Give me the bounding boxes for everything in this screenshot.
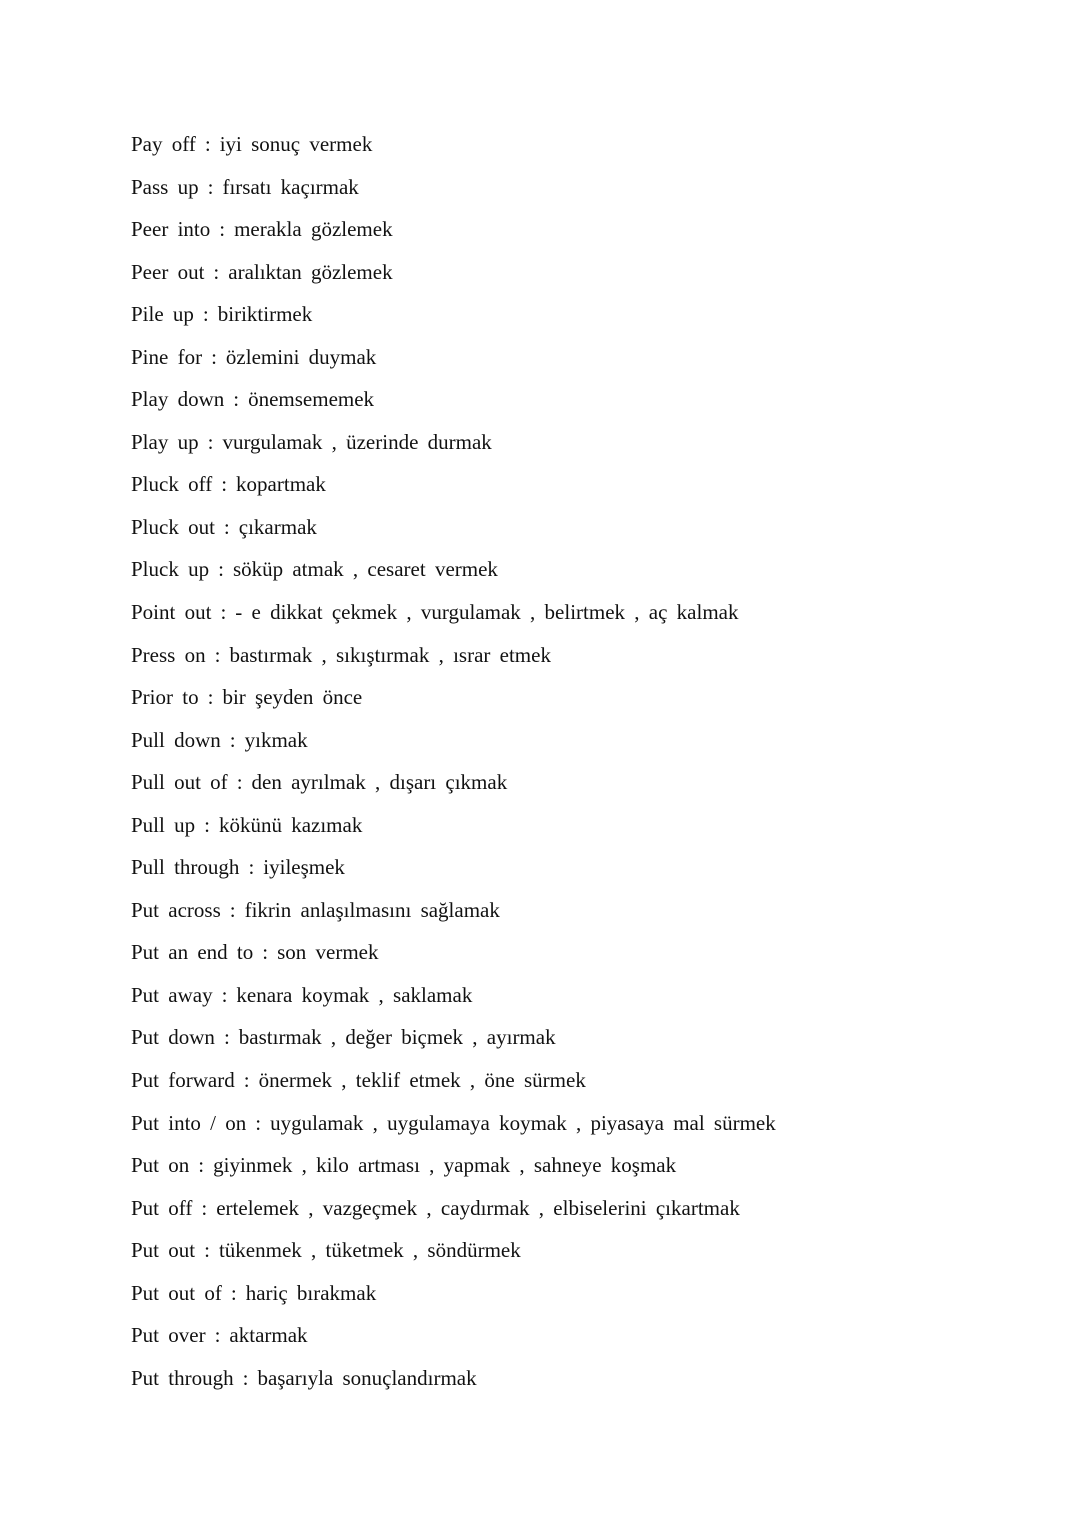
list-item — [131, 1277, 776, 1320]
entry-term: Put down — [131, 1025, 215, 1050]
entry-separator: : — [204, 132, 211, 156]
entry-separator: : — [255, 1110, 262, 1135]
entry-separator: : — [207, 429, 214, 454]
list-item — [131, 894, 776, 937]
entry-meaning: son vermek — [277, 940, 379, 965]
entry-term: Pine for — [131, 344, 203, 369]
entry-meaning: çıkarmak — [238, 514, 317, 539]
list-item — [131, 171, 776, 214]
entry-term: Play up — [131, 429, 199, 454]
list-item — [131, 468, 776, 511]
list-item — [131, 213, 776, 256]
entry-term: Put over — [131, 1323, 206, 1348]
entry-separator: : — [229, 727, 236, 752]
list-item — [131, 1319, 776, 1362]
entry-term: Pluck up — [131, 557, 210, 582]
entry-term: Point out — [131, 600, 212, 625]
entry-separator: : — [204, 1238, 210, 1263]
list-item — [131, 426, 776, 469]
entry-term: Pass up — [131, 174, 199, 199]
list-item — [131, 1064, 776, 1107]
entry-term: Pile up — [131, 302, 194, 327]
entry-meaning: iyi sonuç vermek — [219, 132, 373, 156]
list-item — [131, 596, 776, 639]
entry-meaning: bastırmak , değer biçmek , ayırmak — [238, 1025, 556, 1050]
entry-term: Pay off — [131, 132, 196, 156]
entry-separator: : — [233, 387, 240, 412]
list-item — [131, 1107, 776, 1150]
entry-meaning: özlemini duymak — [225, 344, 377, 369]
entry-separator: : — [214, 642, 221, 667]
entry-separator: : — [243, 1068, 250, 1093]
entry-meaning: kenara koymak , saklamak — [236, 982, 473, 1007]
entry-separator: : — [223, 514, 230, 539]
entry-meaning: bastırmak , sıkıştırmak , ısrar etmek — [229, 642, 551, 667]
entry-separator: : — [221, 982, 228, 1007]
entry-meaning: kökünü kazımak — [218, 812, 363, 837]
list-item — [131, 511, 776, 554]
entry-meaning: fırsatı kaçırmak — [222, 174, 359, 199]
list-item — [131, 766, 776, 809]
entry-term: Put into / on — [131, 1110, 247, 1135]
list-item — [131, 1362, 776, 1405]
list-item — [131, 681, 776, 724]
entry-separator: : — [201, 1195, 208, 1220]
entry-meaning: - e dikkat çekmek , vurgulamak , belirtmek , aç kalmak — [235, 600, 739, 625]
entry-meaning: biriktirmek — [217, 302, 313, 327]
entry-meaning: kopartmak — [236, 472, 326, 497]
entry-meaning: aktarmak — [229, 1323, 308, 1348]
entry-term: Press on — [131, 642, 206, 667]
entry-separator: : — [211, 344, 217, 369]
entry-meaning: yıkmak — [244, 727, 308, 752]
entry-separator: : — [220, 600, 227, 625]
list-item — [131, 341, 776, 384]
entry-term: Pluck off — [131, 472, 213, 497]
list-item — [131, 851, 776, 894]
list-item — [131, 1192, 776, 1235]
entry-meaning: hariç bırakmak — [245, 1280, 377, 1305]
entry-meaning: bir şeyden önce — [222, 685, 363, 710]
entry-term: Play down — [131, 387, 225, 412]
entry-term: Put out — [131, 1238, 196, 1263]
entry-meaning: giyinmek , kilo artması , yapmak , sahneye koşmak — [213, 1153, 677, 1178]
entry-term: Pull down — [131, 727, 221, 752]
entry-term: Prior to — [131, 685, 199, 710]
entry-separator: : — [218, 557, 224, 582]
list-item — [131, 724, 776, 767]
entry-meaning: fikrin anlaşılmasını sağlamak — [244, 897, 500, 922]
entry-term: Pull out of — [131, 770, 228, 795]
entry-separator: : — [204, 812, 210, 837]
list-item — [131, 128, 776, 171]
list-item — [131, 256, 776, 299]
entry-separator: : — [207, 174, 214, 199]
entry-term: Put forward — [131, 1068, 235, 1093]
entry-term: Pull through — [131, 855, 240, 880]
entry-term: Put away — [131, 982, 213, 1007]
entry-meaning: ertelemek , vazgeçmek , caydırmak , elbiselerini çıkartmak — [216, 1195, 740, 1220]
entry-separator: : — [230, 1280, 237, 1305]
entry-separator: : — [207, 685, 214, 710]
entry-meaning: merakla gözlemek — [234, 217, 393, 242]
list-item — [131, 383, 776, 426]
entry-meaning: den ayrılmak , dışarı çıkmak — [251, 770, 508, 795]
entry-term: Pluck out — [131, 514, 215, 539]
entry-meaning: vurgulamak , üzerinde durmak — [222, 429, 492, 454]
entry-meaning: tükenmek , tüketmek , söndürmek — [218, 1238, 521, 1263]
entry-separator: : — [198, 1153, 205, 1178]
list-item — [131, 298, 776, 341]
list-item — [131, 1021, 776, 1064]
entry-term: Put on — [131, 1153, 190, 1178]
entry-separator: : — [236, 770, 243, 795]
list-item — [131, 979, 776, 1022]
entry-separator: : — [262, 940, 269, 965]
entry-meaning: önemsememek — [248, 387, 375, 412]
list-item — [131, 639, 776, 682]
entry-separator: : — [213, 259, 220, 284]
list-item — [131, 1149, 776, 1192]
entry-separator: : — [242, 1365, 249, 1390]
entry-separator: : — [229, 897, 236, 922]
entry-term: Put through — [131, 1365, 234, 1390]
entry-meaning: aralıktan gözlemek — [228, 259, 393, 284]
entry-meaning: önermek , teklif etmek , öne sürmek — [258, 1068, 586, 1093]
entry-separator: : — [221, 472, 228, 497]
list-item — [131, 553, 776, 596]
list-item — [131, 1234, 776, 1277]
list-item — [131, 809, 776, 852]
entry-separator: : — [219, 217, 226, 242]
entry-separator: : — [223, 1025, 230, 1050]
entry-meaning: uygulamak , uygulamaya koymak , piyasaya mal sürmek — [270, 1110, 776, 1135]
entry-separator: : — [248, 855, 255, 880]
entry-separator: : — [214, 1323, 221, 1348]
entry-separator: : — [202, 302, 209, 327]
phrasal-verb-list — [131, 128, 776, 1404]
list-item — [131, 936, 776, 979]
entry-meaning: iyileşmek — [263, 855, 345, 880]
entry-term: Put across — [131, 897, 221, 922]
entry-term: Peer out — [131, 259, 205, 284]
entry-term: Put out of — [131, 1280, 222, 1305]
entry-term: Put off — [131, 1195, 193, 1220]
entry-meaning: başarıyla sonuçlandırmak — [257, 1365, 477, 1390]
entry-term: Pull up — [131, 812, 196, 837]
entry-meaning: söküp atmak , cesaret vermek — [232, 557, 498, 582]
entry-term: Put an end to — [131, 940, 254, 965]
entry-term: Peer into — [131, 217, 211, 242]
